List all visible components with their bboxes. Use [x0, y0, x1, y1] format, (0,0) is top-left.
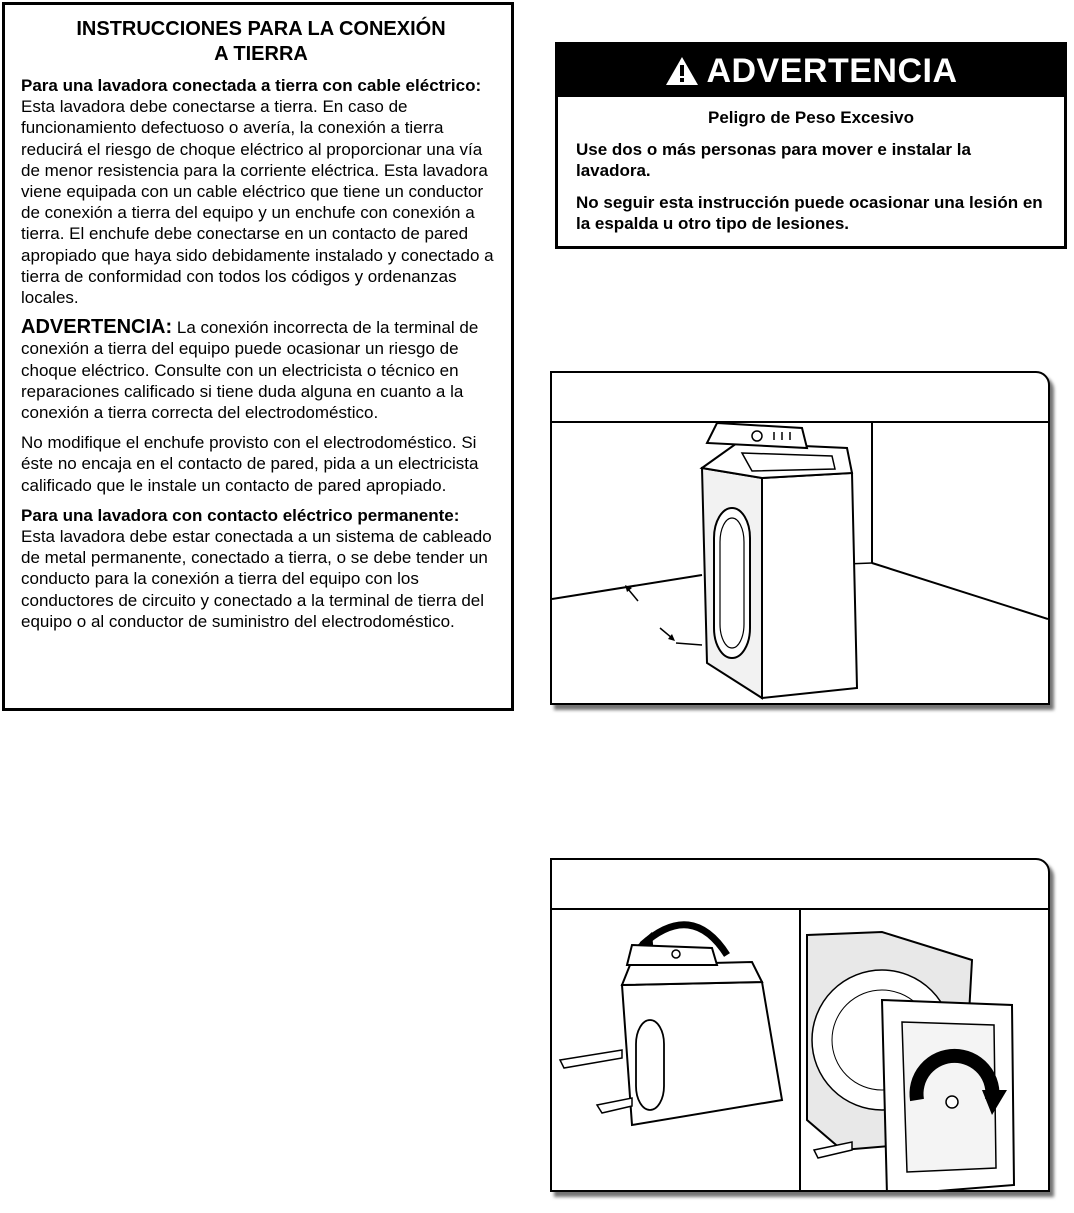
- tipping-and-rotate-drawing: [552, 910, 1048, 1190]
- arrow-icon: [625, 585, 638, 601]
- warning-triangle-icon: [664, 55, 700, 87]
- panel-header-bar: [552, 373, 1048, 423]
- excess-weight-warning: [555, 42, 1067, 249]
- warning-header-text: ADVERTENCIA: [706, 51, 958, 90]
- cord-text: Esta lavadora debe conectarse a tierra. En caso de funcionamiento defectuoso o avería, la conexión a tierra reducirá el riesgo de choque eléctrico al proporcionar una vía de menor resistencia para la corriente eléctrica. Esta lavadora viene equipada con un cable eléctrico que tiene un conductor de conexión a tierra del equipo y un enchufe con conexión a tierra. El enchufe debe conectarse en un contacto de pared apropiado que haya sido debidamente instalado y conectado a tierra de conformidad con todos los códigos y ordenanzas locales.: [21, 97, 494, 308]
- plug-text: No modifique el enchufe provisto con el electrodoméstico. Si éste no encaja en el contacto de pared, pida a un electricista calificado que le instale un contacto de pared apropiado.: [21, 433, 479, 495]
- washer-drawing: [702, 423, 857, 698]
- grounding-title: [21, 17, 501, 67]
- incorrect-connection-warning: [21, 317, 501, 423]
- cord-heading: Para una lavadora conectada a tierra con cable eléctrico:: [21, 76, 482, 95]
- permanent-heading: Para una lavadora con contacto eléctrico permanente:: [21, 505, 460, 525]
- warning-line1: Use dos o más personas para mover e instalar la lavadora.: [576, 140, 971, 180]
- grounding-title-line2: A TIERRA: [214, 43, 308, 65]
- washer-in-corner-drawing: [552, 423, 1048, 703]
- tilted-washer-drawing: [560, 925, 782, 1125]
- arrow-icon: [660, 628, 702, 645]
- grounding-title-line1: INSTRUCCIONES PARA LA CONEXIÓN: [76, 18, 446, 40]
- warning-line2: No seguir esta instrucción puede ocasionar una lesión en la espalda u otro tipo de lesiones.: [576, 193, 1043, 233]
- warning-label: ADVERTENCIA:: [21, 316, 173, 339]
- permanent-section: [21, 505, 501, 632]
- washer-tipping-illustration: [550, 858, 1050, 1192]
- warning-text: La conexión incorrecta de la terminal de conexión a tierra del equipo puede ocasionar un riesgo de choque eléctrico. Consulte con un electricista o técnico en reparaciones calificado si tiene duda alguna en cuanto a la conexión a tierra correcta del electrodoméstico.: [21, 318, 479, 423]
- cord-section: [21, 75, 501, 308]
- washer-placement-illustration: [550, 371, 1050, 705]
- permanent-text: Esta lavadora debe estar conectada a un sistema de cableado de metal permanente, conectado a tierra, o se debe tender un conducto para la conexión a tierra del equipo con los conductores de circuito y conectado a la terminal de tierra del equipo o al conductor de suministro del electrodoméstico.: [21, 527, 492, 631]
- warning-header: [558, 45, 1064, 97]
- warning-body: [558, 97, 1064, 234]
- rear-view-drawing: [807, 932, 1014, 1190]
- grounding-instructions-box: [2, 2, 514, 711]
- panel-header-bar: [552, 860, 1048, 910]
- warning-title: Peligro de Peso Excesivo: [708, 108, 914, 127]
